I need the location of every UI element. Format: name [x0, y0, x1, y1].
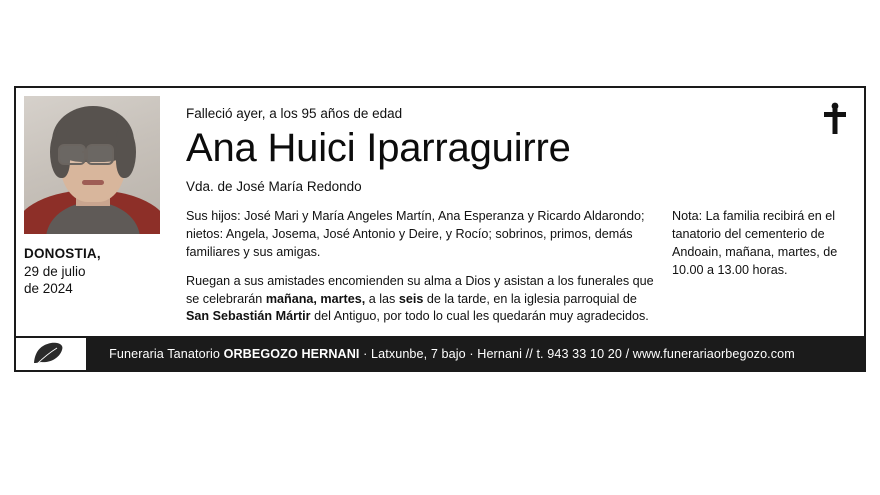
- death-kicker: Falleció ayer, a los 95 años de edad: [186, 106, 403, 121]
- portrait-mouth: [82, 180, 104, 185]
- paragraph-family: Sus hijos: José Mari y María Angeles Martín, Ana Esperanza y Ricardo Aldarondo; nietos: Angela, Josema, José Antonio y Deire, y Rocío; sobrinos, primos, demás familiares y sus amigas.: [186, 209, 645, 259]
- body-text-column: [186, 208, 654, 326]
- note-column: [672, 208, 850, 280]
- portrait-glasses-left-lens: [58, 144, 86, 165]
- date-day-label: 29 de julio: [24, 263, 86, 279]
- obituary-notice-card: [14, 86, 866, 372]
- footer-contact-text: Funeraria Tanatorio ORBEGOZO HERNANI · Latxunbe, 7 bajo · Hernani // t. 943 33 10 20 / www.funerariaorbegozo.com: [109, 347, 795, 362]
- funeral-home-footer: [16, 336, 864, 370]
- city-label: DONOSTIA,: [24, 246, 101, 261]
- deceased-name: Ana Huici Iparraguirre: [186, 126, 571, 170]
- leaf-logo-icon: [16, 338, 88, 370]
- notice-body: [16, 88, 864, 336]
- main-column: [168, 88, 864, 336]
- family-reception-note: Nota: La familia recibirá en el tanatorio del cementerio de Andoain, mañana, martes, de 10.00 a 13.00 horas.: [672, 209, 838, 277]
- portrait-photo: [24, 96, 160, 234]
- portrait-glasses-right-lens: [86, 144, 114, 165]
- portrait-glasses-bridge: [82, 151, 88, 153]
- paragraph-funeral: Ruegan a sus amistades encomienden su alma a Dios y asistan a los funerales que se celebrarán mañana, martes, a las seis de la tarde, en la iglesia parroquial de San Sebastián Mártir del Antiguo, por todo lo cual les quedarán muy agradecidos.: [186, 273, 654, 324]
- date-year-label: de 2024: [24, 281, 73, 297]
- body-columns: [186, 208, 850, 326]
- widow-of-line: Vda. de José María Redondo: [186, 179, 362, 194]
- left-column: [16, 88, 168, 336]
- christian-cross-icon: [822, 102, 848, 136]
